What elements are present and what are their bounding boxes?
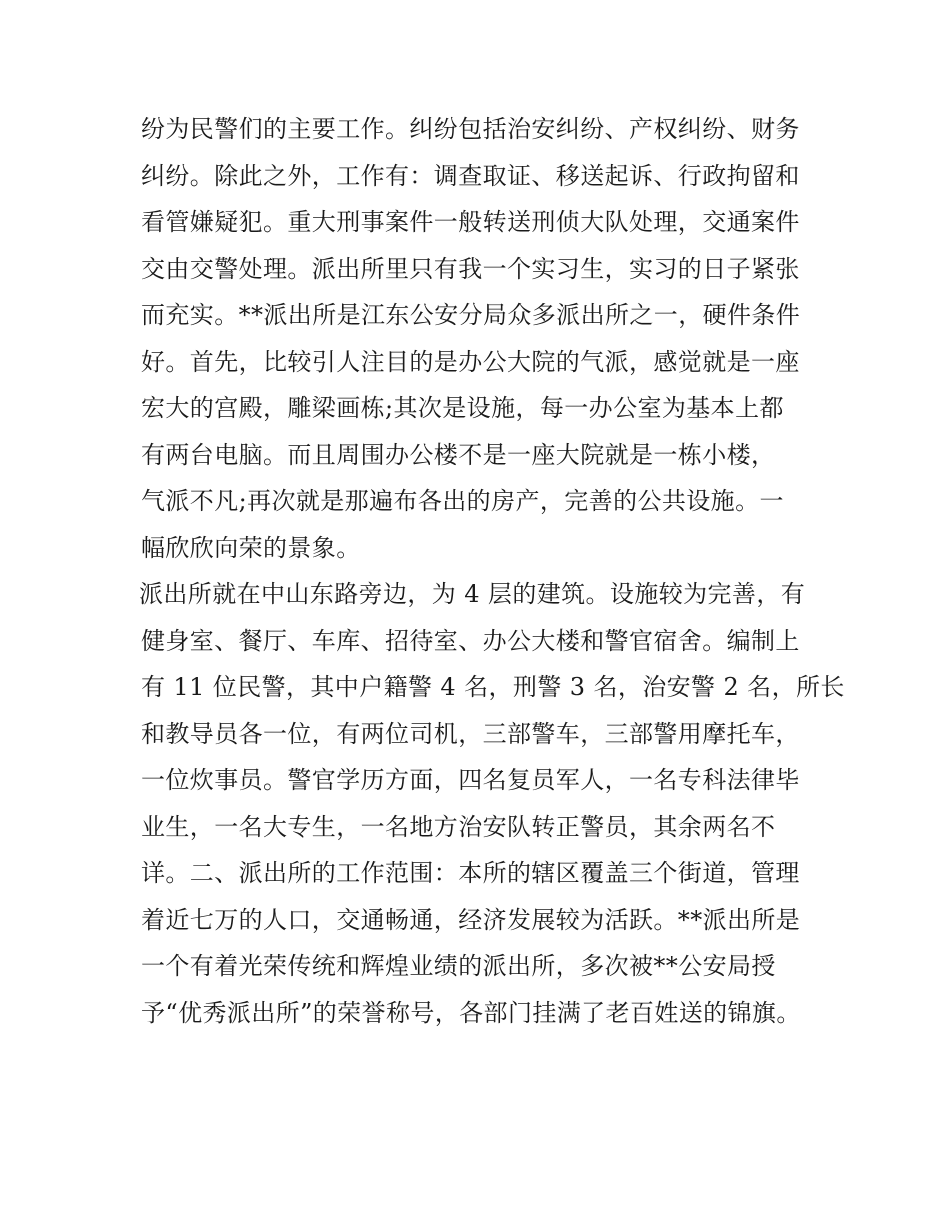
body-text [139,106,845,1036]
text-line: 着近七万的人口，交通畅通，经济发展较为活跃。**派出所是 [141,905,801,934]
text-line: 纷为民警们的主要工作。纠纷包括治安纠纷、产权纠纷、财务 [141,115,800,143]
text-line: 一个有着光荣传统和辉煌业绩的派出所，多次被**公安局授 [141,952,776,980]
text-line: 有 11 位民警，其中户籍警 4 名，刑警 3 名，治安警 2 名，所长 [141,673,845,701]
text-line: 而充实。**派出所是江东公安分局众多派出所之一，硬件条件 [141,301,801,329]
text-line: 予“优秀派出所”的荣誉称号，各部门挂满了老百姓送的锦旗。 [141,998,801,1027]
text-line: 气派不凡;再次就是那遍布各出的房产，完善的公共设施。一 [141,487,784,515]
text-line: 健身室、餐厅、车库、招待室、办公大楼和警官宿舍。编制上 [141,626,800,655]
text-line: 好。首先，比较引人注目的是办公大院的气派，感觉就是一座 [141,347,800,376]
text-line: 纠纷。除此之外，工作有：调查取证、移送起诉、行政拘留和 [141,161,800,190]
text-line: 看管嫌疑犯。重大刑事案件一般转送刑侦大队处理，交通案件 [141,208,800,236]
text-line: 一位炊事员。警官学历方面，四名复员军人，一名专科法律毕 [141,766,800,794]
text-line: 派出所就在中山东路旁边，为 4 层的建筑。设施较为完善，有 [139,580,806,608]
text-line: 宏大的宫殿，雕梁画栋;其次是设施，每一办公室为基本上都 [141,394,784,422]
text-line: 和教导员各一位，有两位司机，三部警车，三部警用摩托车， [141,719,800,748]
text-line: 有两台电脑。而且周围办公楼不是一座大院就是一栋小楼， [141,440,776,469]
text-line: 详。二、派出所的工作范围：本所的辖区覆盖三个街道，管理 [141,859,800,887]
text-line: 业生，一名大专生，一名地方治安队转正警员，其余两名不 [141,812,776,841]
text-line: 交由交警处理。派出所里只有我一个实习生，实习的日子紧张 [141,254,800,283]
text-line: 幅欣欣向荣的景象。 [141,533,361,562]
